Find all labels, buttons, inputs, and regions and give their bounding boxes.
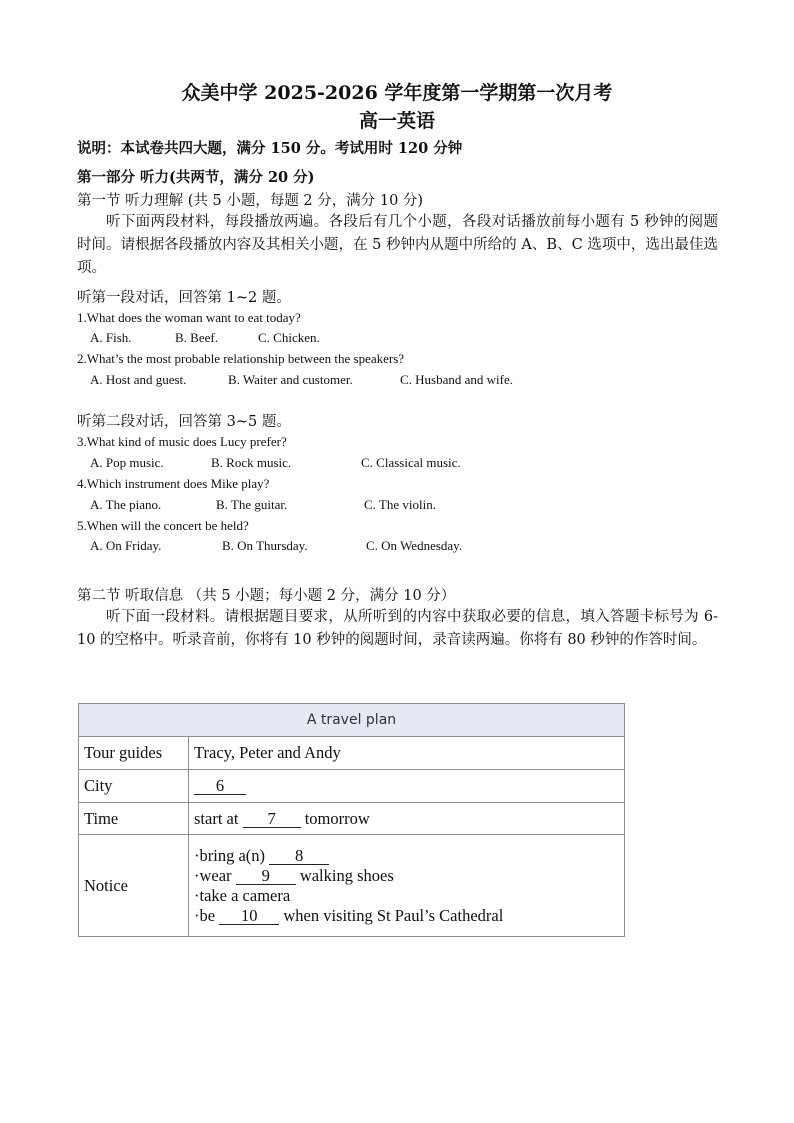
travel-plan-table xyxy=(78,703,625,937)
notice-2-suffix: walking shoes xyxy=(299,865,394,885)
option-c: C. On Wednesday. xyxy=(366,538,463,553)
exam-subtitle: 高一英语 xyxy=(358,110,435,132)
question-2: 2.What’s the most probable relationship between the speakers? xyxy=(77,351,405,366)
part1-title: 第一部分 听力(共两节，满分 20 分) xyxy=(77,169,315,186)
section1-intro: 听下面两段材料，每段播放两遍。各段后有几个小题，各段对话播放前每小题有 5 秒钟的阅题时间。请根据各段播放内容及其相关小题，在 5 秒钟内从题中所给的 A、B、C 选项中，选出最佳选项。 xyxy=(77,214,718,276)
dialog1-intro: 听第一段对话，回答第 1~2 题。 xyxy=(77,290,291,306)
option-c: C. Classical music. xyxy=(361,455,461,470)
option-b: B. Rock music. xyxy=(211,455,292,470)
notice-4-suffix: when visiting St Paul’s Cathedral xyxy=(283,905,504,925)
section2-intro: 听下面一段材料。请根据题目要求，从所听到的内容中获取必要的信息，填入答题卡标号为 6-10 的空格中。听录音前，你将有 10 秒钟的阅题时间，录音读两遍。你将有 80 秒钟的作答时间。 xyxy=(77,609,718,648)
option-c: C. Husband and wife. xyxy=(400,372,514,387)
question-4: 4.Which instrument does Mike play? xyxy=(77,476,270,491)
section2-title: 第二节 听取信息 （共 5 小题；每小题 2 分，满分 10 分） xyxy=(77,588,456,604)
notice-item-1 xyxy=(194,846,619,866)
option-a: A. Host and guest. xyxy=(90,372,187,387)
notice-2-prefix: ·wear xyxy=(194,865,232,885)
question-1: 1.What does the woman want to eat today? xyxy=(77,310,301,325)
exam-instructions: 说明：本试卷共四大题，满分 150 分。考试用时 120 分钟 xyxy=(77,140,463,157)
notice-item-2 xyxy=(194,866,619,886)
option-a: A. On Friday. xyxy=(90,538,162,553)
exam-title: 众美中学 2025-2026 学年度第一学期第一次月考 xyxy=(181,82,613,104)
city-cell xyxy=(189,770,625,803)
time-cell xyxy=(189,803,625,835)
blank-10: 10 xyxy=(219,908,279,925)
option-a: A. Fish. xyxy=(90,330,132,345)
table-title: A travel plan xyxy=(79,704,625,737)
notice-item-3: ·take a camera xyxy=(194,885,291,905)
question-2-options xyxy=(90,372,513,388)
option-b: B. Waiter and customer. xyxy=(228,372,353,387)
notice-4-prefix: ·be xyxy=(194,905,216,925)
option-c: C. The violin. xyxy=(364,497,436,512)
option-a: A. Pop music. xyxy=(90,455,164,470)
blank-8: 8 xyxy=(269,848,329,865)
notice-item-4 xyxy=(194,906,619,926)
time-suffix: tomorrow xyxy=(304,808,370,828)
notice-1-prefix: ·bring a(n) xyxy=(194,845,266,865)
question-1-options xyxy=(90,330,320,346)
option-b: B. On Thursday. xyxy=(222,538,308,553)
blank-9: 9 xyxy=(236,868,296,885)
notice-cell xyxy=(189,835,625,937)
option-b: B. The guitar. xyxy=(216,497,288,512)
blank-7: 7 xyxy=(243,811,301,828)
question-5: 5.When will the concert be held? xyxy=(77,518,249,533)
time-label: Time xyxy=(79,803,189,835)
option-a: A. The piano. xyxy=(90,497,162,512)
question-3: 3.What kind of music does Lucy prefer? xyxy=(77,434,287,449)
time-prefix: start at xyxy=(194,808,239,828)
city-label: City xyxy=(79,770,189,803)
question-3-options xyxy=(90,455,461,471)
option-b: B. Beef. xyxy=(175,330,218,345)
notice-label: Notice xyxy=(79,835,189,937)
question-4-options xyxy=(90,497,436,513)
blank-6: 6 xyxy=(194,778,246,795)
section1-title: 第一节 听力理解 (共 5 小题，每题 2 分，满分 10 分) xyxy=(77,193,424,209)
option-c: C. Chicken. xyxy=(258,330,320,345)
tour-guides-value: Tracy, Peter and Andy xyxy=(189,737,625,770)
tour-guides-label: Tour guides xyxy=(79,737,189,770)
dialog2-intro: 听第二段对话，回答第 3~5 题。 xyxy=(77,414,291,430)
question-5-options xyxy=(90,538,462,554)
